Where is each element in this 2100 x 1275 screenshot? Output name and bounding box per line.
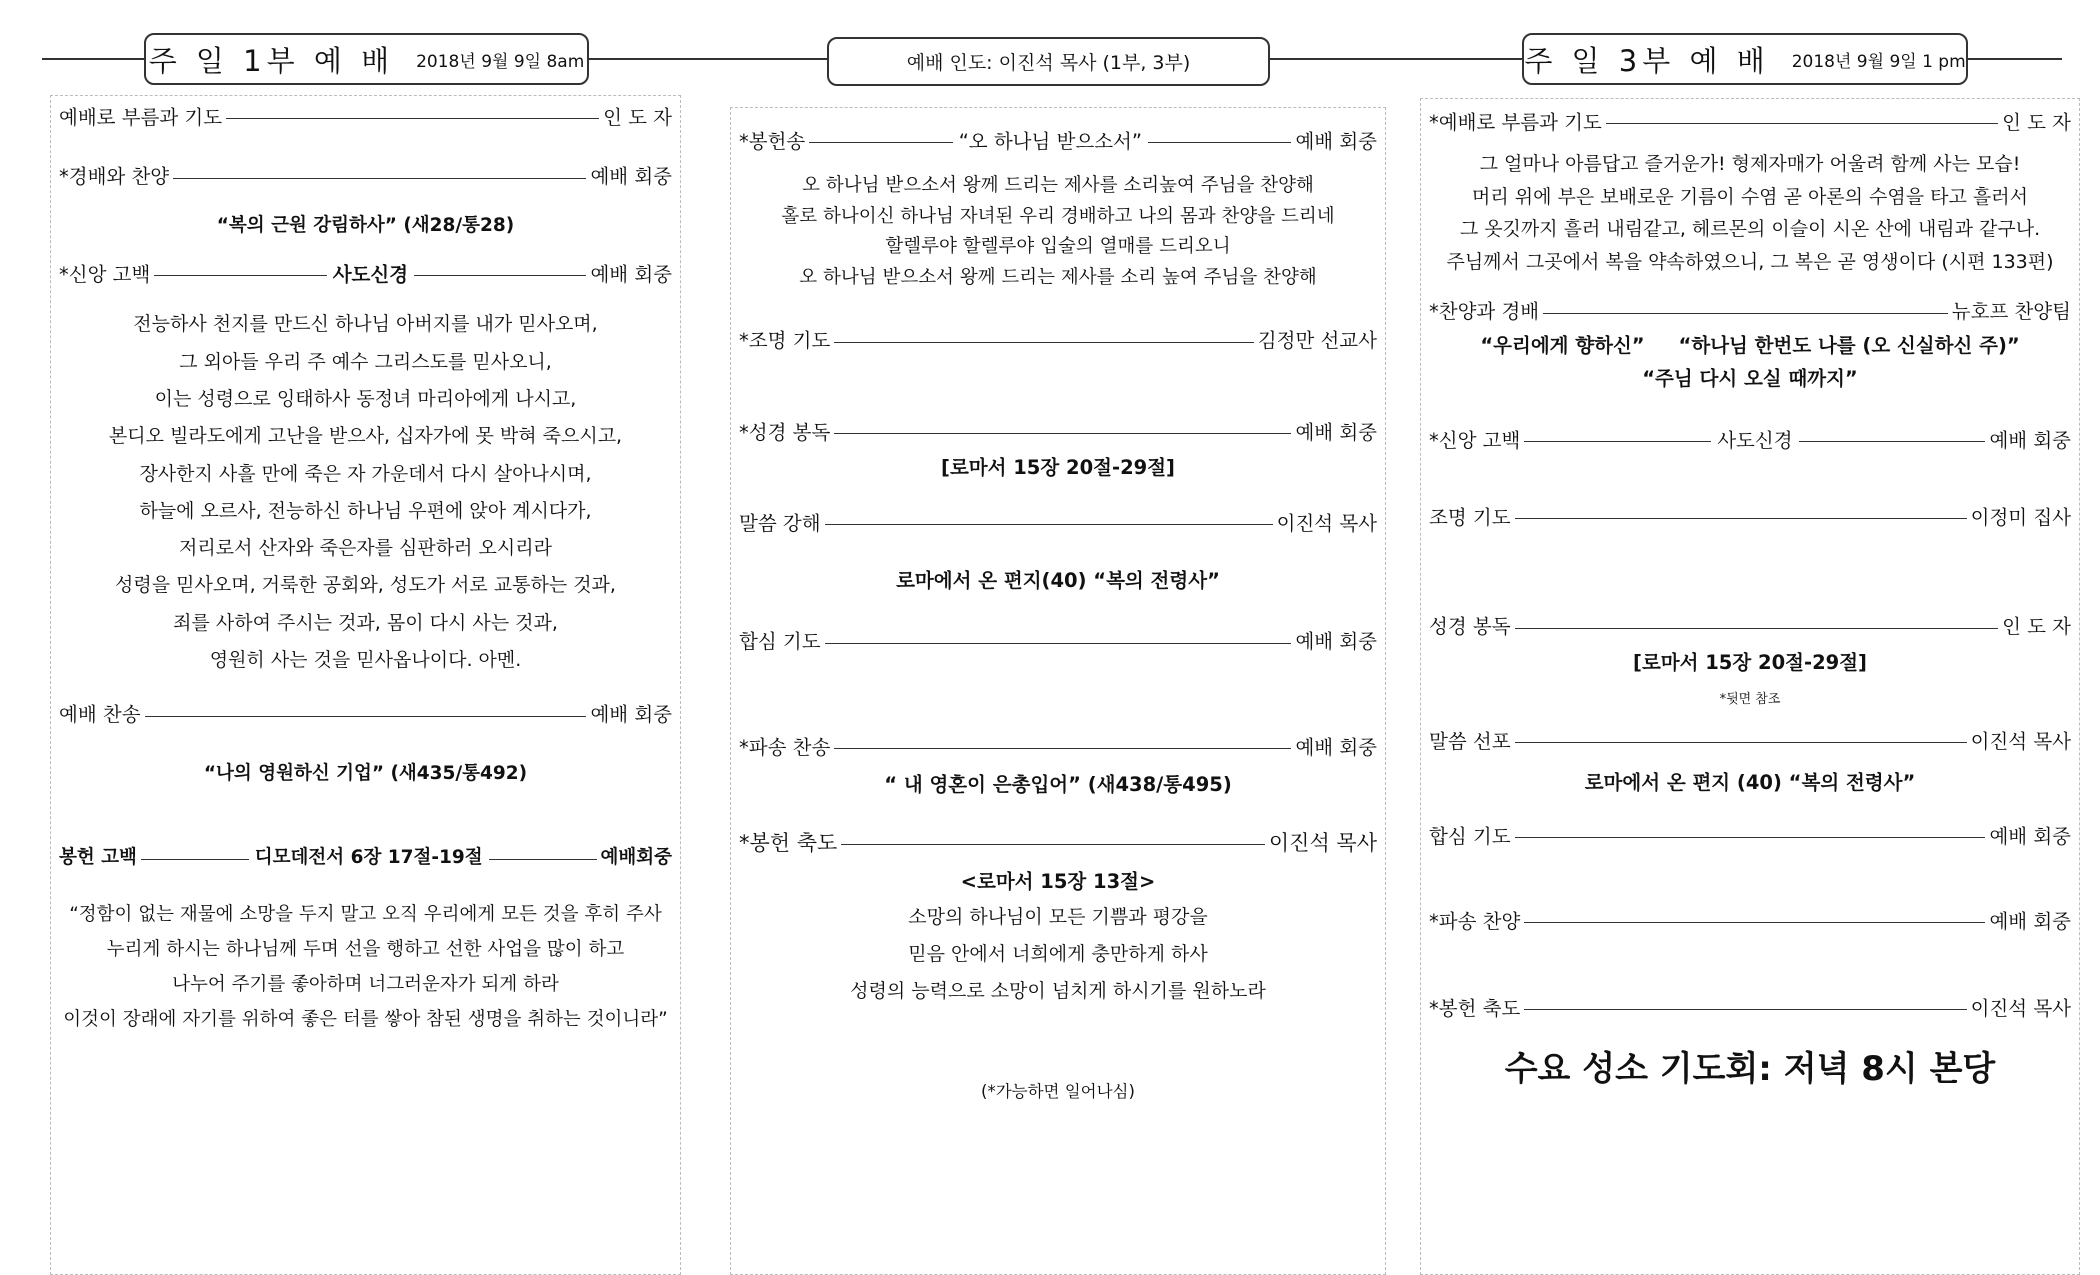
order-item: *신앙 고백 사도신경 예배 회중: [59, 262, 673, 286]
see-back-note: *뒷면 참조: [1719, 692, 1781, 708]
service-3-date: 2018년 9월 9일 1 pm: [1791, 51, 1966, 72]
apostles-creed-text: 전능하사 천지를 만드신 하나님 아버지를 내가 믿사오며, 그 외아들 우리 주 예수 그리스도를 믿사오니, 이는 성령으로 잉태하사 동정녀 마리아에게 나시고, 본디오 빌라도에게 고난을 받으사, 십자가에 못 박혀 죽으시고, 장사한지 사흘 만에 죽은 자 가운데서 다시 살아나시며, 하늘에 오르사, 전능하신 하나님 우편에 앉아 계시다가, 저리로서 산자와 죽은자를 심판하러 오시리라 성령을 믿사오며, 거룩한 공회와, 성도가 서로 교통하는 것과, 죄를 사하여 주시는 것과, 몸이 다시 사는 것과, 영원히 사는 것을 믿사옵나이다. 아멘.: [108, 313, 623, 672]
scripture-reference: [로마서 15장 20절-29절]: [1633, 650, 1867, 674]
praise-songs: “우리에게 향하신” “하나님 한번도 나를 (오 신실하신 주)”: [1480, 333, 2020, 357]
service-1-column: [50, 95, 681, 1275]
hymn-title: “나의 영원하신 기업” (새435/통492): [203, 762, 528, 784]
order-item: *봉헌송 “오 하나님 받으소서” 예배 회중: [739, 130, 1377, 153]
standing-note: (*가능하면 일어나심): [981, 1082, 1135, 1102]
sermon-title: 로마에서 온 편지(40) “복의 전령사”: [896, 568, 1220, 592]
order-item: 말씀 선포 이진석 목사: [1429, 729, 2071, 753]
hymn-title: “복의 근원 강림하사” (새28/통28): [216, 214, 515, 236]
header-rule-mid-left: [587, 58, 827, 60]
order-item: *예배로 부름과 기도 인 도 자: [1429, 111, 2071, 134]
order-item: *파송 찬송 예배 회중: [739, 735, 1377, 759]
order-item: 합심 기도 예배 회중: [1429, 824, 2071, 848]
order-item: *봉헌 축도 이진석 목사: [739, 830, 1377, 855]
scripture-reference: <로마서 15장 13절>: [960, 869, 1156, 893]
benediction-text: 소망의 하나님이 모든 기쁨과 평강을 믿음 안에서 너희에게 충만하게 하사 성령의 능력으로 소망이 넘치게 하시기를 원하노라: [850, 906, 1266, 1003]
order-item: *봉헌 축도 이진석 목사: [1429, 997, 2071, 1021]
header-rule-mid-right: [1268, 58, 1523, 60]
service-3-title: 주 일 3부 예 배: [1524, 43, 1770, 78]
offertory-lyrics: 오 하나님 받으소서 왕께 드리는 제사를 소리높여 주님을 찬양해 홀로 하나이신 하나님 자녀된 우리 경배하고 나의 몸과 찬양을 드리네 할렐루야 할렐루야 입술의 열매를 드리오니 오 하나님 받으소서 왕께 드리는 제사를 소리 높여 주님을 찬양해: [781, 175, 1335, 288]
order-item: *경배와 찬양 예배 회중: [59, 165, 672, 189]
hymn-title: “ 내 영혼이 은총입어” (새438/통495): [884, 773, 1232, 797]
service-1-header: [144, 33, 589, 85]
service-1-date: 2018년 9월 9일 8am: [416, 51, 585, 72]
offering-column: [730, 107, 1386, 1275]
service-1-title: 주 일 1부 예 배: [148, 43, 395, 78]
order-item: 합심 기도 예배 회중: [739, 630, 1377, 654]
order-item: *파송 찬양 예배 회중: [1429, 909, 2071, 933]
order-item: 조명 기도 이정미 집사: [1429, 505, 2071, 529]
order-item: 말씀 강해 이진석 목사: [739, 511, 1377, 535]
service-3-header: [1522, 33, 1968, 85]
order-item: *신앙 고백 사도신경 예배 회중: [1429, 428, 2072, 452]
header-rule-left: [42, 58, 144, 60]
scripture-reference: [로마서 15장 20절-29절]: [941, 456, 1175, 480]
order-item: 봉헌 고백 디모데전서 6장 17절-19절 예배회중: [59, 846, 672, 868]
offering-verse-text: “정함이 없는 재물에 소망을 두지 말고 오직 우리에게 모든 것을 후히 주사 누리게 하시는 하나님께 두며 선을 행하고 선한 사업을 많이 하고 나누어 주기를 좋아하며 너그러운자가 되게 하라 이것이 장래에 자기를 위하여 좋은 터를 쌓아 참된 생명을 취하는 것이니라”: [63, 904, 668, 1031]
order-item: *찬양과 경배 뉴호프 찬양팀: [1429, 300, 2071, 324]
order-item: 예배로 부름과 기도 인 도 자: [59, 106, 672, 129]
praise-songs: “주님 다시 오실 때까지”: [1642, 367, 1858, 391]
psalm-133-text: 그 얼마나 아름답고 즐거운가! 형제자매가 어울려 함께 사는 모습! 머리 위에 부은 보배로운 기름이 수염 곧 아론의 수염을 타고 흘러서 그 옷깃까지 흘러 내림같고, 헤르몬의 이슬이 시온 산에 내림과 같구나. 주님께서 그곳에서 복을 약속하였으니, 그 복은 곧 영생이다 (시편 133편): [1446, 153, 2054, 273]
service-3-column: [1420, 98, 2080, 1275]
worship-leader-box: [827, 37, 1270, 86]
order-item: 성경 봉독 인 도 자: [1429, 615, 2071, 639]
worship-leader: 예배 인도: 이진석 목사 (1부, 3부): [906, 52, 1191, 74]
order-item: *조명 기도 김정만 선교사: [739, 329, 1377, 353]
order-item: 예배 찬송 예배 회중: [59, 703, 672, 727]
wednesday-prayer-announcement: 수요 성소 기도회: 저녁 8시 본당: [1504, 1048, 1996, 1089]
header-rule-right: [1966, 58, 2062, 60]
sermon-title: 로마에서 온 편지 (40) “복의 전령사”: [1584, 771, 1916, 795]
order-item: *성경 봉독 예배 회중: [739, 420, 1377, 444]
